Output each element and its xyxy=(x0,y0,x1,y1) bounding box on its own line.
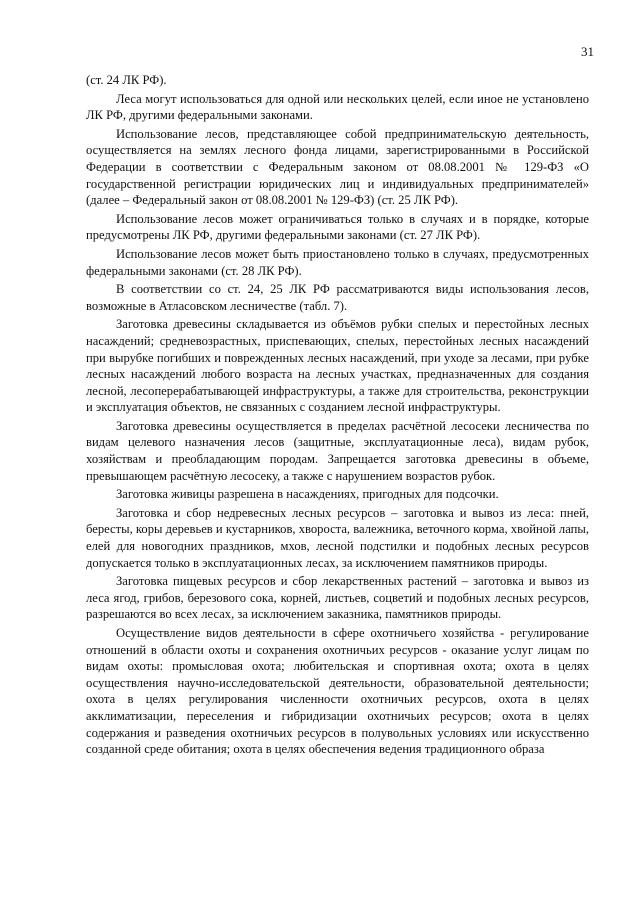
paragraph-6: В соответствии со ст. 24, 25 ЛК РФ рассматриваются виды использования лесов, возможные в Атласовском лесничестве (табл. 7). xyxy=(86,282,589,313)
paragraph-2: Леса могут использоваться для одной или нескольких целей, если иное не установлено ЛК РФ, другими федеральными законами. xyxy=(86,91,589,123)
paragraph-7: Заготовка древесины складывается из объёмов рубки спелых и перестойных лесных насаждений; средневозрастных, приспевающих, спелых, перестойных лесных насаждений при вырубке погибших и поврежденных лесных насаждений, при уходе за лесами, при рубке лесных насаждений любого возраста на лесных участках, предназначенных для создания лесной, лесоперерабатывающей инфраструктуры, а также для строительства, реконструкции и эксплуатация объектов, не связанных с созданием лесной инфраструктуры. xyxy=(86,317,589,415)
paragraph-9: Заготовка живицы разрешена в насаждениях, пригодных для подсочки. xyxy=(116,487,499,502)
paragraph-12: Осуществление видов деятельности в сфере охотничьего хозяйства - регулирование отношений в области охоты и сохранения охотничьих ресурсов - оказание услуг лицам по видам охоты: промысловая охота; любительская и спортивная охота; охота в целях осуществления научно-исследовательской деятельности, образовательной деятельности; охота в целях регулирования численности охотничьих ресурсов, охота в целях акклиматизации, переселения и гибридизации охотничьих ресурсов; охота в целях содержания и разведения охотничьих ресурсов в полувольных условиях или искусственно созданной среде обитания; охота в целях обеспечения ведения традиционного образа xyxy=(86,626,589,757)
paragraph-10: Заготовка и сбор недревесных лесных ресурсов – заготовка и вывоз из леса: пней, бересты, коры деревьев и кустарников, хвороста, валежника, веточного корма, хвойной лапы, елей для новогодних праздников, мхов, лесной подстилки и подобных лесных ресурсов допускается только в эксплуатационных лесах, за исключением памятников природы. xyxy=(86,505,589,570)
paragraph-8: Заготовка древесины осуществляется в пределах расчётной лесосеки лесничества по видам целевого назначения лесов (защитные, эксплуатационные леса), видам рубок, хозяйствам и преобладающим породам. Запрещается заготовка древесины в объеме, превышающем расчётную лесосеку, а также с нарушением возрастов рубок. xyxy=(86,418,589,483)
paragraph-5: Использование лесов может быть приостановлено только в случаях, предусмотренных федеральными законами (ст. 28 ЛК РФ). xyxy=(86,246,589,278)
paragraph-3: Использование лесов, представляющее собой предпринимательскую деятельность, осуществляется на землях лесного фонда лицами, зарегистрированными в Российской Федерации в соответствии с Федеральным законом от 08.08.2001 № 129-ФЗ «О государственной регистрации юридических лиц и индивидуальных предпринимателей» (далее – Федеральный закон от 08.08.2001 № 129-ФЗ) (ст. 25 ЛК РФ). xyxy=(86,126,589,208)
paragraph-4: Использование лесов может ограничиваться только в случаях и в порядке, которые предусмотрены ЛК РФ, другими федеральными законами (ст. 27 ЛК РФ). xyxy=(86,211,589,243)
page-number: 31 xyxy=(581,44,594,59)
body-text xyxy=(86,72,589,758)
paragraph-1: (ст. 24 ЛК РФ). xyxy=(86,73,167,87)
paragraph-11: Заготовка пищевых ресурсов и сбор лекарственных растений – заготовка и вывоз из леса ягод, грибов, березового сока, корней, листьев, соцветий и подобных лесных ресурсов, разрешаются во всех лесах, за исключением заказника, памятников природы. xyxy=(86,574,589,622)
